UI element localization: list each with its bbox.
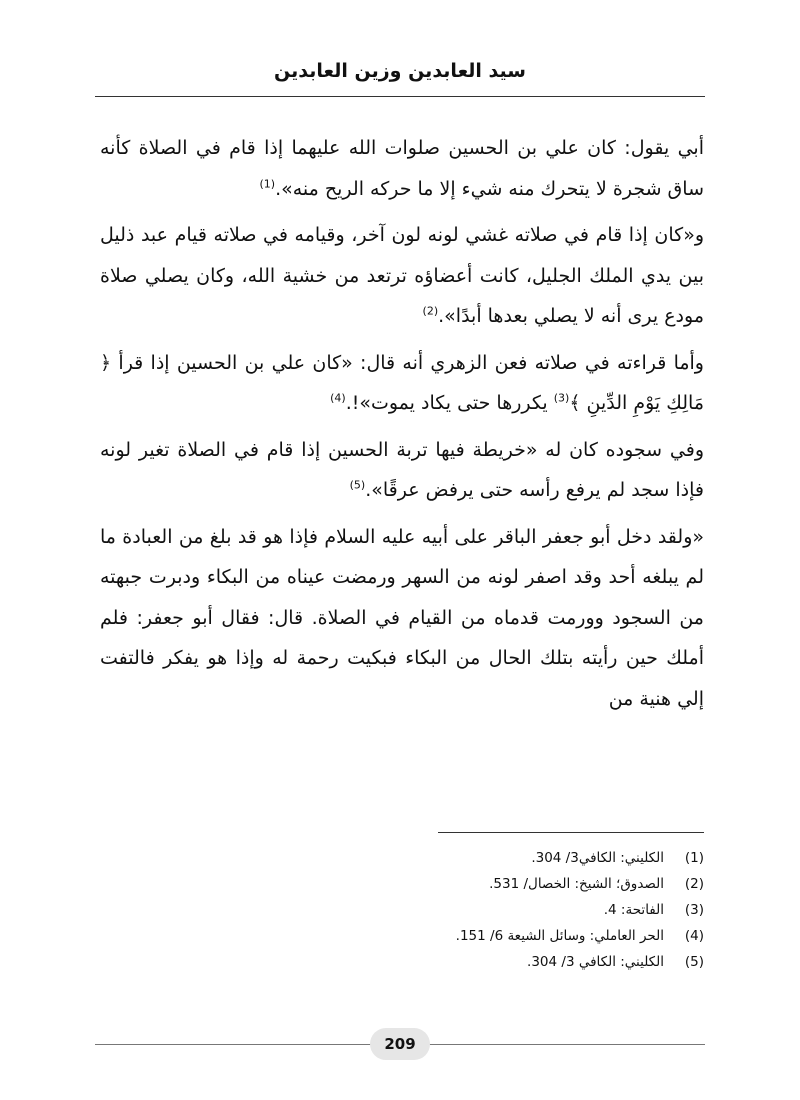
paragraph-4 — [100, 430, 704, 511]
footnote-number: (4) — [684, 928, 704, 944]
footnote-text: الكليني: الكافي3/ 304. — [531, 850, 664, 866]
header-rule — [95, 96, 705, 97]
footnote-number: (1) — [684, 850, 704, 866]
paragraph-3 — [100, 343, 704, 424]
footnote-item — [100, 923, 704, 949]
page-number: 209 — [370, 1028, 430, 1060]
paragraph-text: و«كان إذا قام في صلاته غشي لونه لون آخر، وقيامه في صلاته قيام عبد ذليل بين يدي الملك الجليل، كانت أعضاؤه ترتعد من خشية الله، وكان يصلي صلاة مودع يرى أنه لا يصلي بعدها أبدًا». — [100, 224, 704, 327]
footnote-ref-4[interactable]: (4) — [330, 391, 346, 405]
footnote-text: الحر العاملي: وسائل الشيعة 6/ 151. — [455, 928, 664, 944]
footnote-text: الكليني: الكافي 3/ 304. — [527, 954, 664, 970]
paragraph-text: يكررها حتى يكاد يموت»!. — [345, 392, 548, 414]
running-header — [95, 58, 705, 84]
footnote-number: (2) — [684, 876, 704, 892]
footnote-ref-2[interactable]: (2) — [422, 304, 439, 318]
footnote-ref-5[interactable]: (5) — [349, 478, 366, 492]
footnote-item — [100, 845, 704, 871]
footnotes — [100, 845, 704, 975]
paragraph-text: «ولقد دخل أبو جعفر الباقر على أبيه عليه السلام فإذا هو قد بلغ من العبادة ما لم يبلغه أحد وقد اصفر لونه من السهر ورمضت عيناه من البكاء ودبرت جبهته من السجود وورمت قدماه من القيام في الصلاة. قال: فقال أبو جعفر: فلم أملك حين رأيته بتلك الحال من البكاء فبكيت رحمة له وإذا هو يفكر فالتفت إلي هنية من — [100, 525, 704, 710]
quran-verse: ﴿ مَالِكِ يَوْمِ الدِّينِ ﴾ — [100, 351, 704, 414]
footnote-item — [100, 871, 704, 897]
footnote-item — [100, 897, 704, 923]
footnote-text: الفاتحة: 4. — [603, 902, 664, 918]
footnote-ref-3[interactable]: (3) — [553, 391, 570, 405]
footnote-separator — [438, 832, 704, 833]
footnote-text: الصدوق؛ الشيخ: الخصال/ 531. — [489, 876, 664, 892]
footnote-number: (5) — [684, 954, 704, 970]
paragraph-2 — [100, 215, 704, 337]
page-footer — [95, 1028, 705, 1062]
footnote-ref-1[interactable]: (1) — [259, 177, 276, 191]
header-title: سيد العابدين وزين العابدين — [274, 60, 526, 82]
paragraph-1 — [100, 128, 704, 209]
paragraph-text: وفي سجوده كان له «خريطة فيها تربة الحسين إذا قام في الصلاة تغير لونه فإذا سجد لم يرفع رأسه حتى يرفض عرقًا». — [100, 438, 704, 501]
paragraph-text: وأما قراءته في صلاته فعن الزهري أنه قال: «كان علي بن الحسين إذا قرأ — [118, 351, 704, 374]
footnote-number: (3) — [684, 902, 704, 918]
main-text — [100, 128, 704, 723]
footnote-item — [100, 949, 704, 975]
paragraph-text: أبي يقول: كان علي بن الحسين صلوات الله عليهما إذا قام في الصلاة كأنه ساق شجرة لا يتحرك منه شيء إلا ما حركه الريح منه». — [100, 137, 704, 200]
paragraph-5 — [100, 517, 704, 720]
